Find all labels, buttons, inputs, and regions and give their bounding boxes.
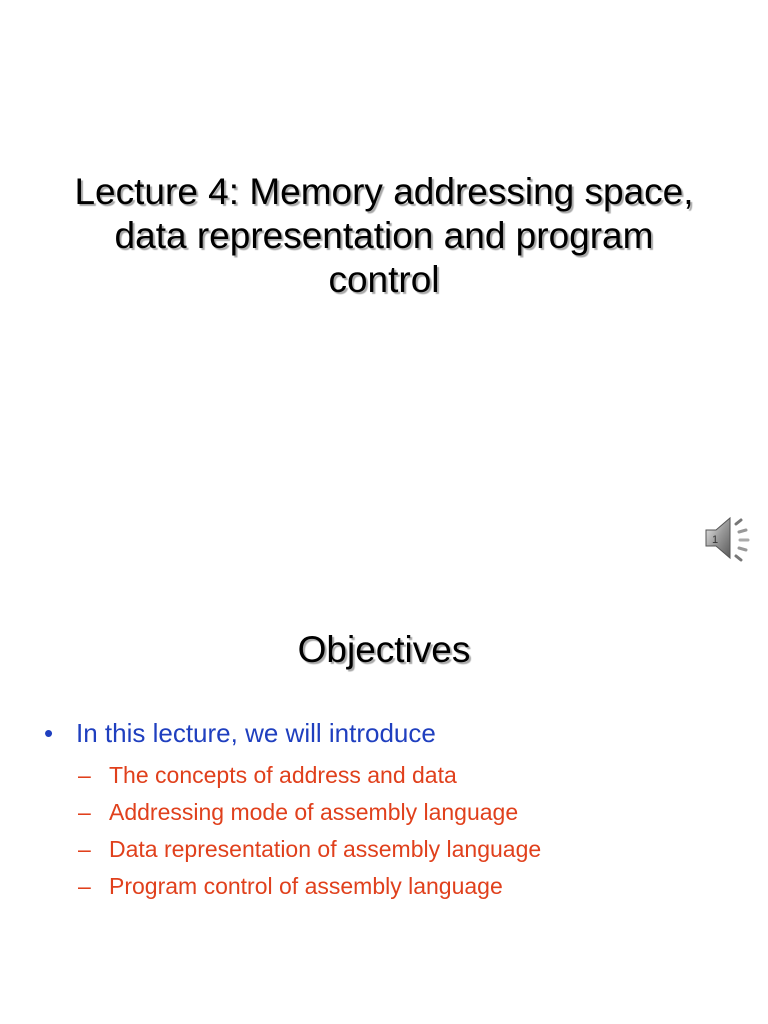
sub-bullet-text: The concepts of address and data [109,762,457,788]
sub-bullet-item [78,794,541,831]
objectives-title: Objectives [297,629,471,670]
audio-badge: 1 [712,534,719,546]
sub-bullet-marker: – [78,799,91,825]
sub-bullet-marker: – [78,873,91,899]
bullet-text: In this lecture, we will introduce [76,718,436,748]
lecture-title [40,170,728,302]
sub-bullet-text: Program control of assembly language [109,873,503,899]
sub-bullet-text: Data representation of assembly language [109,836,542,862]
sub-bullet-marker: – [78,836,91,862]
lecture-title-line-3: control [328,259,440,300]
lecture-title-line-2: data representation and program [114,215,654,256]
bullet-item [44,717,436,749]
bullet-marker: • [44,718,54,748]
speaker-icon[interactable] [698,510,758,566]
sub-bullet-marker: – [78,762,91,788]
lecture-title-line-1: Lecture 4: Memory addressing space, [74,171,694,212]
sub-bullet-item [78,868,541,905]
sub-bullet-list [78,757,541,905]
sub-bullet-text: Addressing mode of assembly language [109,799,519,825]
sub-bullet-item [78,757,541,794]
sub-bullet-item [78,831,541,868]
slide-2 [0,576,768,1024]
